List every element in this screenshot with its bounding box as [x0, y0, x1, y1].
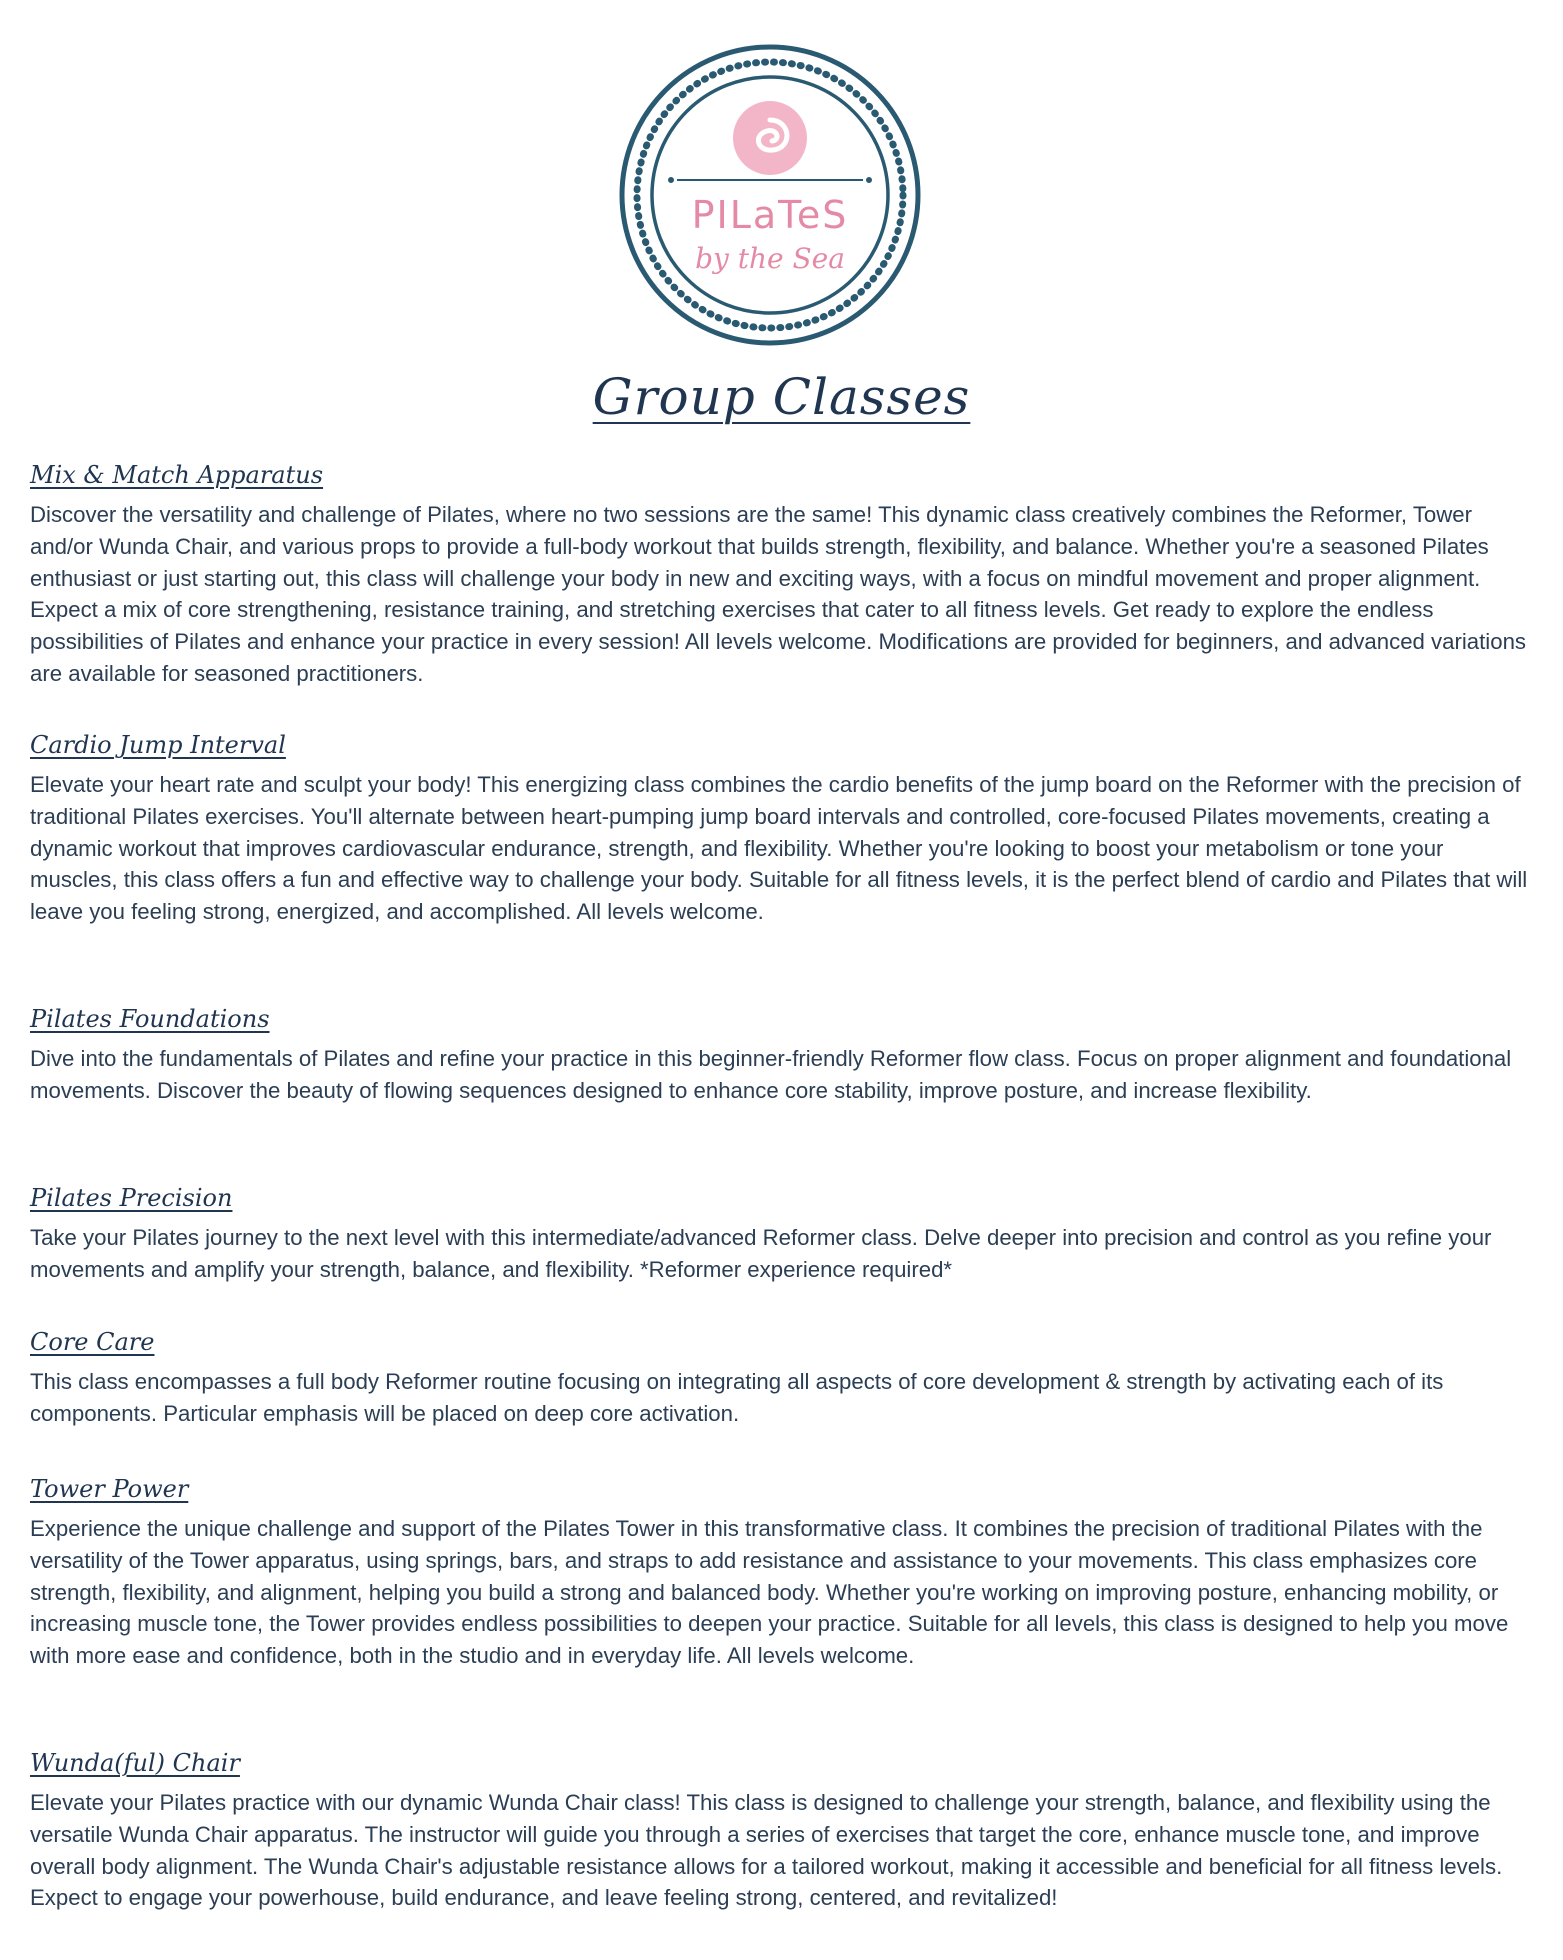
- pilates-by-the-sea-logo: [615, 40, 925, 350]
- section-title: Tower Power: [30, 1475, 189, 1503]
- logo-tagline-text: by the Sea: [695, 242, 845, 275]
- section-body: Experience the unique challenge and support of the Pilates Tower in this transformative class. It combines the precision of traditional Pilates with the versatility of the Tower apparatus, using springs, bars, and straps to add resistance and assistance to your movements. This class emphasizes core strength, flexibility, and alignment, helping you build a strong and balanced body. Whether you're working on improving posture, enhancing mobility, or increasing muscle tone, the Tower provides endless possibilities to deepen your practice. Suitable for all levels, this class is designed to help you move with more ease and confidence, both in the studio and in everyday life. All levels welcome.: [30, 1516, 1509, 1669]
- section-body: Elevate your heart rate and sculpt your body! This energizing class combines the cardio benefits of the jump board on the Reformer with the precision of traditional Pilates exercises. You'll alternate between heart-pumping jump board intervals and controlled, core-focused Pilates movements, creating a dynamic workout that improves cardiovascular endurance, strength, and flexibility. Whether you're looking to boost your metabolism or tone your muscles, this class offers a fun and effective way to challenge your body. Suitable for all fitness levels, it is the perfect blend of cardio and Pilates that will leave you feeling strong, energized, and accomplished. All levels welcome.: [30, 772, 1528, 925]
- section-body: This class encompasses a full body Reformer routine focusing on integrating all aspects of core development & strength by activating each of its components. Particular emphasis will be placed on deep core activation.: [30, 1369, 1444, 1426]
- section-title: Core Care: [30, 1328, 155, 1356]
- class-section-core-care: [30, 1326, 1535, 1430]
- section-body: Take your Pilates journey to the next level with this intermediate/advanced Reformer class. Delve deeper into precision and control as you refine your movements and amplify your strength, balance, and flexibility. *Reformer experience required*: [30, 1225, 1492, 1282]
- section-body: Dive into the fundamentals of Pilates and refine your practice in this beginner-friendly Reformer flow class. Focus on proper alignment and foundational movements. Discover the beauty of flowing sequences designed to enhance core stability, improve posture, and increase flexibility.: [30, 1046, 1512, 1103]
- section-title: Pilates Precision: [30, 1184, 233, 1212]
- page-title: Group Classes: [592, 368, 971, 426]
- section-body: Elevate your Pilates practice with our dynamic Wunda Chair class! This class is designed to challenge your strength, balance, and flexibility using the versatile Wunda Chair apparatus. The instructor will guide you through a series of exercises that target the core, enhance muscle tone, and improve overall body alignment. The Wunda Chair's adjustable resistance allows for a tailored workout, making it accessible and beneficial for all fitness levels. Expect to engage your powerhouse, build endurance, and leave feeling strong, centered, and revitalized!: [30, 1790, 1503, 1911]
- class-section-tower-power: [30, 1473, 1535, 1672]
- logo-seal-icon: [615, 40, 925, 350]
- class-section-mix-match: [30, 459, 1535, 690]
- section-body: Discover the versatility and challenge of Pilates, where no two sessions are the same! This dynamic class creatively combines the Reformer, Tower and/or Wunda Chair, and various props to provide a full-body workout that builds strength, flexibility, and balance. Whether you're a seasoned Pilates enthusiast or just starting out, this class will challenge your body in new and exciting ways, with a focus on mindful movement and proper alignment. Expect a mix of core strengthening, resistance training, and stretching exercises that cater to all fitness levels. Get ready to explore the endless possibilities of Pilates and enhance your practice in every session! All levels welcome. Modifications are provided for beginners, and advanced variations are available for seasoned practitioners.: [30, 502, 1526, 686]
- class-section-wunda-chair: [30, 1747, 1535, 1914]
- section-title: Mix & Match Apparatus: [30, 461, 324, 489]
- logo-brand-text: PILaTeS: [691, 193, 849, 237]
- class-section-cardio-jump: [30, 729, 1535, 928]
- class-section-foundations: [30, 1003, 1535, 1107]
- section-title: Cardio Jump Interval: [30, 731, 286, 759]
- class-section-precision: [30, 1182, 1535, 1286]
- section-title: Pilates Foundations: [30, 1005, 270, 1033]
- section-title: Wunda(ful) Chair: [30, 1749, 240, 1777]
